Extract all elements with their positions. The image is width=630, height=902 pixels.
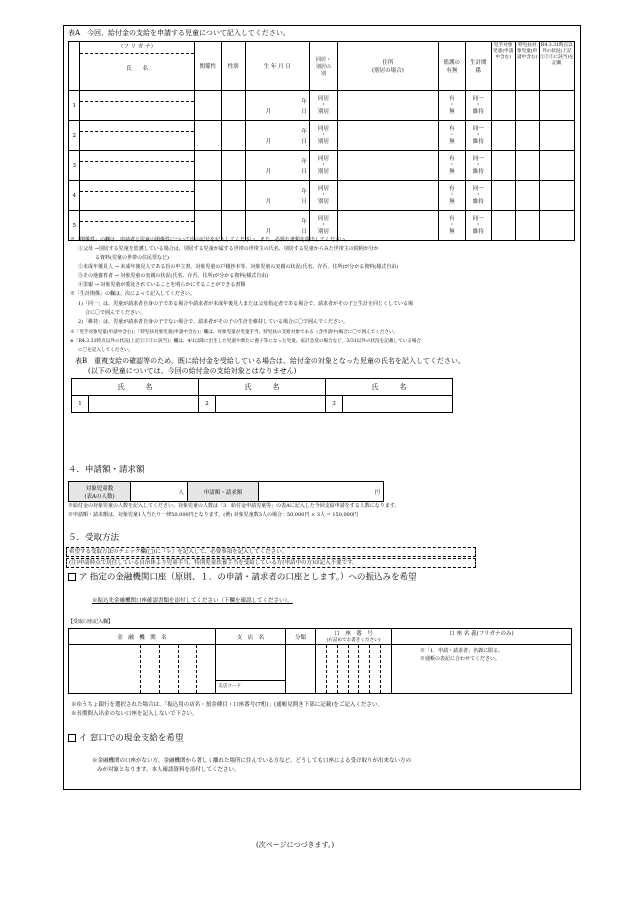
- row-number: 4: [69, 181, 80, 211]
- holder-header: 口 座 名 義(フリガナのみ): [392, 629, 572, 645]
- table-b-caption: 表B 重複支給の確認等のため、既に給付金を受給している場合は、給付金の対象となった児童の氏名を記入してください。: [75, 357, 465, 365]
- child-furigana-field[interactable]: [80, 181, 193, 192]
- bekkyo-option[interactable]: 別居: [318, 138, 330, 145]
- custody-yes[interactable]: 有: [449, 186, 455, 193]
- extra3-field[interactable]: [539, 151, 574, 181]
- extra2-field[interactable]: [515, 211, 539, 241]
- birth-header: 生 年 月 日: [245, 42, 309, 91]
- cohab-field[interactable]: [310, 121, 338, 151]
- dokyo-option[interactable]: 同居: [318, 216, 330, 223]
- option-b-note-2: みが対象となります。本人確認資料を添付してください。: [97, 767, 240, 773]
- holder-field[interactable]: [392, 645, 572, 694]
- account-number-hint: (右詰めでお書きください): [326, 638, 381, 643]
- child-furigana-field[interactable]: [80, 151, 193, 162]
- child-count-unit: 人: [178, 489, 184, 496]
- cohab-field[interactable]: [310, 181, 338, 211]
- table-a-row: [69, 91, 575, 121]
- dot-separator: ・: [449, 222, 455, 229]
- table-b-name-header-3: 氏 名: [326, 379, 453, 396]
- dokyo-option[interactable]: 同居: [318, 96, 330, 103]
- day-label: 日: [301, 139, 307, 145]
- sex-field[interactable]: [221, 151, 245, 181]
- custody-yes[interactable]: 有: [449, 126, 455, 133]
- table-a-row: [69, 181, 575, 211]
- option-b-note-1: ※金融機関の口座がない方、金融機関から著しく離れた場所に住んでいる方など、どうしても口座による受け取りが出来ない方の: [92, 758, 412, 764]
- table-b-num-1: 1: [72, 396, 89, 413]
- dot-separator: ・: [320, 222, 327, 229]
- custody-field[interactable]: [438, 151, 465, 181]
- livelihood-field[interactable]: [465, 91, 491, 121]
- table-a-caption: 表A 今回、給付金の支給を申請する児童について記入してください。: [68, 29, 290, 37]
- type-header: 分類: [286, 629, 316, 645]
- dokyo-option[interactable]: 同居: [318, 186, 330, 193]
- amount-label: 申請額・請求額: [188, 482, 259, 502]
- section5-instruction-1: 希望する受取方法のチェック欄(□)に『レ』を記入して、必要事項を記入してください。: [69, 549, 288, 555]
- row-number: 2: [69, 121, 80, 151]
- relation-field[interactable]: [194, 121, 221, 151]
- sex-header: 性別: [221, 42, 245, 91]
- extra1-field[interactable]: [491, 211, 515, 241]
- relation-field[interactable]: [194, 211, 221, 241]
- address-field[interactable]: [338, 211, 439, 241]
- extra3-field[interactable]: [539, 121, 574, 151]
- year-label: 年: [301, 99, 307, 105]
- custody-field[interactable]: [438, 211, 465, 241]
- child-name-field[interactable]: [80, 121, 194, 151]
- bekkyo-option[interactable]: 別居: [318, 228, 330, 235]
- livelihood-same[interactable]: 同一: [472, 186, 484, 193]
- note-line: 2)「維持」は、児童が請求者自身の子でない場合で、請求者がその子の生計を維持している場合に〇で囲んでください。: [78, 319, 349, 325]
- day-label: 日: [301, 199, 307, 205]
- livelihood-support[interactable]: 維持: [472, 138, 484, 145]
- relation-field[interactable]: [194, 91, 221, 121]
- custody-yes[interactable]: 有: [449, 96, 455, 103]
- birthdate-field[interactable]: [245, 211, 309, 241]
- note-line: ①父母 →別居する児童を監護している場合は、別居する児童が属する世帯の世帯主の氏名、別居する児童からみた世帯主の続柄が分か: [78, 246, 379, 252]
- livelihood-field[interactable]: [465, 121, 491, 151]
- custody-no[interactable]: 無: [449, 228, 455, 235]
- holder-note-2: ※通帳の表記に合わせてください。: [420, 656, 501, 662]
- livelihood-support[interactable]: 維持: [472, 168, 484, 175]
- branch-code-label: 支店コード: [216, 680, 285, 693]
- option-a-checkbox[interactable]: [68, 573, 76, 581]
- dokyo-option[interactable]: 同居: [318, 126, 330, 133]
- amount-unit: 円: [374, 489, 380, 496]
- row-number: 5: [69, 211, 80, 241]
- dot-separator: ・: [475, 132, 482, 139]
- extra1-field[interactable]: [491, 91, 515, 121]
- custody-no[interactable]: 無: [449, 108, 455, 115]
- dot-separator: ・: [320, 162, 327, 169]
- sex-field[interactable]: [221, 211, 245, 241]
- branch-header: 支 店 名: [216, 629, 286, 645]
- note-line: ※「R4.3.31時点以外の状況(上記①②③に該当)」欄は、4/1以降に出生した児童や新たに養子等になった児童、家計急変の場合など、3/31以外の状況を記載している場合: [70, 339, 422, 344]
- bank-table: [68, 628, 572, 694]
- option-b-label: イ 窓口での現金支給を希望: [78, 733, 184, 744]
- address-field[interactable]: [338, 181, 439, 211]
- child-furigana-field[interactable]: [80, 211, 193, 222]
- custody-header: 監護の有無: [438, 42, 465, 91]
- table-b: [71, 378, 453, 413]
- custody-yes[interactable]: 有: [449, 216, 455, 223]
- section5-title: ５．受取方法: [68, 533, 120, 543]
- bank-section-label: 【受取口座記入欄】: [68, 619, 114, 625]
- child-count-label: 対象児童数 (表Aの人数): [69, 482, 131, 502]
- sex-field[interactable]: [221, 181, 245, 211]
- child-furigana-field[interactable]: [80, 91, 193, 102]
- extra3-field[interactable]: [539, 211, 574, 241]
- child-furigana-field[interactable]: [80, 121, 193, 132]
- dot-separator: ・: [449, 132, 455, 139]
- note-line: ③その他養育者 → 対象児童の実親の状況(氏名、存否、住所)が分かる資料(様式自由): [78, 273, 269, 279]
- birthdate-field[interactable]: [245, 91, 309, 121]
- child-name-field[interactable]: [80, 211, 194, 241]
- birthdate-field[interactable]: [245, 121, 309, 151]
- cohab-field[interactable]: [310, 151, 338, 181]
- livelihood-field[interactable]: [465, 181, 491, 211]
- custody-no[interactable]: 無: [449, 168, 455, 175]
- livelihood-same[interactable]: 同一: [472, 216, 484, 223]
- option-b-row[interactable]: [68, 734, 183, 744]
- name-header: 氏 名: [126, 66, 149, 72]
- livelihood-header: 生計関係: [465, 42, 491, 91]
- account-number-header: 口 座 番 号: [334, 631, 373, 637]
- cohab-field[interactable]: [310, 211, 338, 241]
- extra2-header: 特児扶対象児童(申請中含む): [515, 42, 539, 91]
- row-number: 3: [69, 151, 80, 181]
- extra2-field[interactable]: [515, 121, 539, 151]
- section4-title: ４．申請額・請求額: [68, 465, 145, 475]
- bank-name-header: 金 融 機 関 名: [69, 629, 216, 645]
- table-a-row: [69, 121, 575, 151]
- extra1-field[interactable]: [491, 151, 515, 181]
- cohab-header: 同居・別居の別: [310, 42, 338, 91]
- dot-separator: ・: [320, 102, 327, 109]
- custody-field[interactable]: [438, 181, 465, 211]
- bekkyo-option[interactable]: 別居: [318, 108, 330, 115]
- note-line: 合に〇で囲んでください。: [85, 310, 146, 316]
- child-name-field[interactable]: [80, 91, 194, 121]
- amount-table: [68, 481, 384, 502]
- month-label: 月: [265, 139, 272, 145]
- table-b-name-cell-1[interactable]: [89, 396, 199, 413]
- dot-separator: ・: [320, 192, 327, 199]
- holder-note-1: ※「1．申請・請求者」名義に限る。: [420, 648, 504, 654]
- extra3-field[interactable]: [539, 91, 574, 121]
- yucho-note: ※ゆうちょ銀行を選択された場合は、「振込用の店名・預金種目・口座番号(7桁)」(通帳見開き下部に記載)をご記入ください。: [71, 702, 383, 708]
- table-b-name-header-2: 氏 名: [199, 379, 326, 396]
- day-label: 日: [301, 229, 307, 235]
- birthdate-field[interactable]: [245, 151, 309, 181]
- furigana-header: （フ リ ガ ナ）: [80, 42, 193, 54]
- livelihood-support[interactable]: 維持: [472, 228, 484, 235]
- footer-continued: (次ページにつづきます。): [256, 841, 335, 849]
- note-line: る資料(児童の世帯の住民票など): [95, 255, 169, 261]
- year-label: 年: [301, 189, 307, 195]
- section5-instruction-box-2: [66, 558, 476, 568]
- branch-field[interactable]: [216, 645, 286, 694]
- table-b-name-cell-3[interactable]: [343, 396, 453, 413]
- livelihood-field[interactable]: [465, 151, 491, 181]
- table-a: [68, 41, 575, 241]
- address-field[interactable]: [338, 91, 439, 121]
- livelihood-support[interactable]: 維持: [472, 198, 484, 205]
- dot-separator: ・: [475, 222, 482, 229]
- extra2-field[interactable]: [515, 181, 539, 211]
- custody-no[interactable]: 無: [449, 198, 455, 205]
- account-number-field[interactable]: [316, 645, 392, 694]
- table-a-row: [69, 211, 575, 241]
- section4-note-1: ※給付金の対象児童の人数を記入してください。対象児童の人数は「3．給付金申請児童等」の表Aに記入した今回支給申請をする人数になります。: [68, 503, 400, 509]
- dokyo-option[interactable]: 同居: [318, 156, 330, 163]
- sex-field[interactable]: [221, 121, 245, 151]
- amount-field[interactable]: [259, 482, 384, 502]
- note-line: に〇を記入してください。: [78, 348, 134, 353]
- note-line: ④里親 → 対象児童が委託されていることを明らかにすることができる書類: [78, 282, 246, 288]
- month-label: 月: [265, 109, 272, 115]
- dot-separator: ・: [449, 162, 455, 169]
- dot-separator: ・: [449, 192, 455, 199]
- extra1-field[interactable]: [491, 121, 515, 151]
- livelihood-same[interactable]: 同一: [472, 156, 484, 163]
- sex-field[interactable]: [221, 91, 245, 121]
- dot-separator: ・: [320, 132, 327, 139]
- birthdate-field[interactable]: [245, 181, 309, 211]
- table-b-subcaption: (以下の児童については、今回の給付金の支給対象とはなりません): [88, 367, 297, 375]
- custody-no[interactable]: 無: [449, 138, 455, 145]
- month-label: 月: [265, 169, 272, 175]
- dot-separator: ・: [475, 162, 482, 169]
- livelihood-same[interactable]: 同一: [472, 126, 484, 133]
- option-a-row[interactable]: [68, 573, 416, 583]
- day-label: 日: [301, 109, 307, 115]
- month-label: 月: [265, 229, 272, 235]
- livelihood-support[interactable]: 維持: [472, 108, 484, 115]
- extra1-header: 児手対象児童(申請中含む): [491, 42, 515, 91]
- dot-separator: ・: [475, 192, 482, 199]
- address-field[interactable]: [338, 121, 439, 151]
- section4-note-2: ※申請額・請求額は、対象児童1人当たり一律50,000円となります。(例) 対象児童数3人の場合：50,000円 × 3人 = 150,000円: [68, 512, 359, 518]
- custody-field[interactable]: [438, 121, 465, 151]
- table-b-name-header-1: 氏 名: [72, 379, 199, 396]
- note-line: ※「児手対象児童(申請中含む)」「特児扶対象児童(申請中含む)」欄は、対象児童が児童手当、特児扶の支給対象である（含申請中)場合に〇で囲んでください。: [70, 330, 399, 335]
- dot-separator: ・: [475, 102, 482, 109]
- cohab-field[interactable]: [310, 91, 338, 121]
- table-b-num-2: 2: [199, 396, 216, 413]
- note-line: ※「関係性」の欄は、申請者と児童の関係性について次の記号を記入してください。また、必要な書類を提出してください。: [70, 237, 350, 243]
- child-name-field[interactable]: [80, 151, 194, 181]
- child-name-field[interactable]: [80, 181, 194, 211]
- livelihood-same[interactable]: 同一: [472, 96, 484, 103]
- option-a-note: ※振込先金融機関口座確認書類を添付してください（下欄を確認してください）。: [92, 598, 293, 604]
- note-line: ※「生計関係」の欄は、次によって記入してください。: [70, 291, 196, 297]
- relation-header: 関係性: [194, 42, 221, 91]
- extra2-field[interactable]: [515, 91, 539, 121]
- longterm-note: ※長期間入出金のない口座を記入しないで下さい。: [71, 711, 198, 717]
- bekkyo-option[interactable]: 別居: [318, 198, 330, 205]
- row-number: 1: [69, 91, 80, 121]
- table-b-num-3: 3: [326, 396, 343, 413]
- bekkyo-option[interactable]: 別居: [318, 168, 330, 175]
- address-header: 住所 (別居の場合): [338, 42, 439, 91]
- table-b-name-cell-2[interactable]: [216, 396, 326, 413]
- relation-field[interactable]: [194, 151, 221, 181]
- year-label: 年: [301, 219, 307, 225]
- child-count-field[interactable]: [131, 482, 188, 502]
- option-a-label: ア 指定の金融機関口座（原則、１．の申請・請求者の口座とします。）への振込みを希望: [78, 572, 417, 583]
- extra3-header: R4.3.31時点以外の状況(上記①②③に該当)を記載: [539, 42, 574, 91]
- custody-field[interactable]: [438, 91, 465, 121]
- custody-yes[interactable]: 有: [449, 156, 455, 163]
- type-field[interactable]: [286, 645, 316, 694]
- relation-field[interactable]: [194, 181, 221, 211]
- option-b-checkbox[interactable]: [68, 734, 76, 742]
- bank-name-field[interactable]: [69, 645, 216, 694]
- livelihood-field[interactable]: [465, 211, 491, 241]
- table-a-row: [69, 151, 575, 181]
- month-label: 月: [265, 199, 272, 205]
- note-line: ②未成年後見人 → 未成年後見人である旨の申立書、対象児童の戸籍抄本等、対象児童の実親の状況(氏名、存否、住所)が分かる資料(様式自由): [78, 264, 399, 270]
- extra2-field[interactable]: [515, 151, 539, 181]
- section5-instruction-2: (注)申請時点で居住している自治体より児童手当、特別児童扶養手当を受給している方(申請中の方)は記入不要です。: [69, 560, 358, 566]
- extra3-field[interactable]: [539, 181, 574, 211]
- year-label: 年: [301, 129, 307, 135]
- section5-instruction-box-1: [66, 547, 476, 557]
- extra1-field[interactable]: [491, 181, 515, 211]
- address-field[interactable]: [338, 151, 439, 181]
- dot-separator: ・: [449, 102, 455, 109]
- day-label: 日: [301, 169, 307, 175]
- note-line: 1)「同一」は、児童が請求者自身の子である場合や請求者が未成年後見人または父母指定者である場合で、請求者がその子と生計を同じくしている場: [78, 301, 414, 307]
- year-label: 年: [301, 159, 307, 165]
